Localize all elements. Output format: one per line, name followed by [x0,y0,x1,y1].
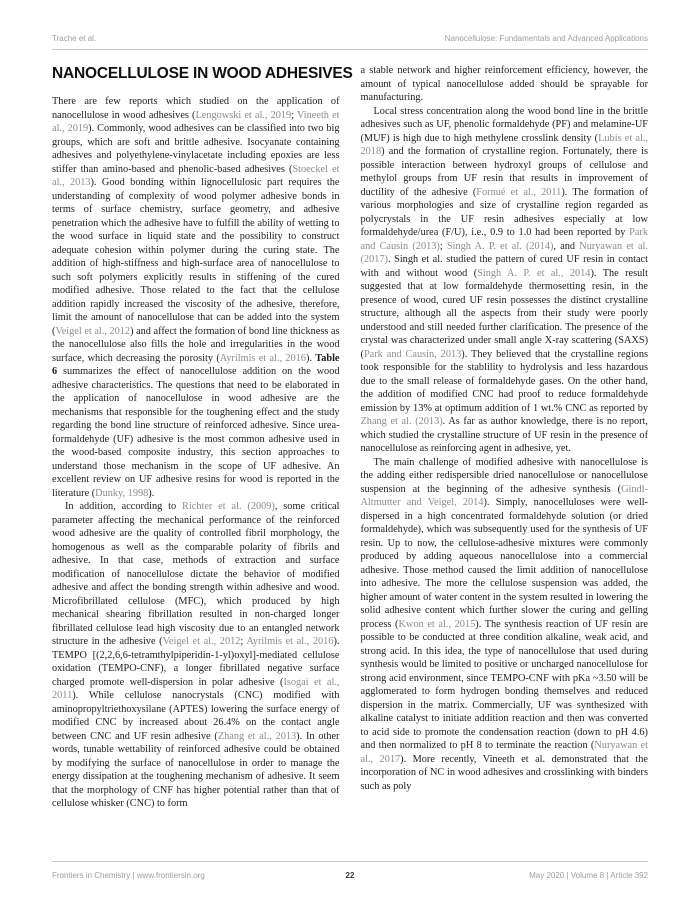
text-run: ). [305,352,316,364]
text-run: ). Simply, nanocelluloses were well-dispersed in a high concentrated formaldehyde solution (or dried formaldehyde), which was subsequently used for the synthesis of UF resin. Up to now, the cellulose-adhesive mixtures were commonly produced by adding aqueous nanocellulose into a commercial adhesive. Those method caused the limit addition of nanocellulose into adhesive. The more the cellulose suspension was added, the higher amount of water content in the system resulted in lowering the solid adhesive content which further slower the curing and gelling process ( [360,497,648,630]
running-footer [52,871,648,880]
article-body [52,64,648,811]
text-run: ; [240,636,247,647]
text-run: a stable network and higher reinforcement efficiency, however, the amount of typical nanocellulose added should be sprayable for manufacturing. [360,65,648,103]
running-header [52,34,648,43]
text-run: ). They believed that the crystalline regions took responsible for the stablility to hydrolysis and less hazardous due to the small release of formaldehyde gases. On the other hand, the addition of modified CNC had proof to reduce formaldehyde emission by 13% at optimum addition of 1 wt.% CNC as reported by [360,348,648,414]
citation-link[interactable]: Park and Causin (2013) [360,227,648,252]
header-book-title: Nanocellulose: Fundamentals and Advanced Applications [444,34,648,43]
left-column-paragraphs [52,95,340,811]
text-run: ). More recently, Vineeth et al. demonstrated that the incorporation of NC in wood adhesives and crosslinking with binders such as poly [360,753,649,792]
table-reference[interactable]: Table 6 [52,352,340,377]
citation-link[interactable]: Lubis et al., 2018 [360,132,648,157]
paragraph [52,500,340,811]
citation-link[interactable]: Singh A. P. et al., 2014 [477,267,591,279]
citation-link[interactable]: Park and Causin, 2013 [363,348,462,360]
text-run: Local stress concentration along the wood bond line in the brittle adhesives such as UF, phenolic formaldehyde (PF) and melamine-UF (MUF) is high due to high methylene crosslink density ( [360,105,648,144]
text-run: ). The result suggested that at low formaldehyde thermosetting resin, in the presence of wood, cured UF resin possesses the distinct crystalline structure, although all the aspects from their study were poorly understood and still needed further clarification. The presence of the crystal was characterized under small angle X-ray scattering (SAXS) ( [360,267,648,360]
header-authors: Trache et al. [52,34,97,43]
citation-link[interactable]: Stoeckel et al., 2013 [52,163,340,188]
paragraph [361,64,649,105]
citation-link[interactable]: Kwon et al., 2015 [398,618,476,630]
text-run: , and [553,240,580,252]
footer-page-number: 22 [345,871,355,880]
text-run: ) and affect the formation of bond line thickness as the nanocellulose also fills the hole and irregularities in the wood surface, which decreasing the porosity ( [52,325,340,364]
citation-link[interactable]: Veigel et al., 2012 [162,636,241,647]
citation-link[interactable]: Zhang et al., 2013 [217,730,297,742]
footer-issue-info: May 2020 | Volume 8 | Article 392 [529,871,648,880]
citation-link[interactable]: Gindl-Altmutter and Veigel, 2014 [360,483,648,508]
text-run: ). Commonly, wood adhesives can be classified into two big groups, which are soft and brittle adhesive. Isocyanate containing adhesives and polyethylene-vinylacetate including epoxies are less stiffer than amino-based and phenolic-based adhesives ( [52,123,340,175]
footer-journal-url[interactable]: Frontiers in Chemistry | www.frontiersin.org [52,871,205,880]
section-title: NANOCELLULOSE IN WOOD ADHESIVES [52,65,353,82]
text-run: ). In other words, tunable wettability of reinforced adhesive could be obtained by modifying the surface of nanocellulose in order to manage the energy dissipation at the toughening mechanism of adhesive. It seem that the morphology of CNF has higher potential rather than that of cellulose whisker (CNC) to form [52,730,340,809]
text-run: . Singh et al. studied the pattern of cured UF resin in contact with and without wood ( [360,254,648,279]
citation-link[interactable]: Vineeth et al., 2019 [52,109,340,134]
citation-link[interactable]: Zhang et al. (2013) [360,416,443,427]
text-run: . As far as author knowledge, there is no report, which studied the crystalline structure of UF resin in the presence of nanocellulose as reinforcing agent in adhesive, yet. [360,416,648,454]
citation-link[interactable]: Veigel et al., 2012 [55,325,131,337]
text-run: ). TEMPO [(2,2,6,6-tetramthylpiperidin-1-yl)oxyl]-mediated cellulose oxidation (TEMPO-CNF), a longer fibrillated negative surface charged promote well-dispersion in polar adhesive ( [52,636,340,688]
footer-rule [52,861,648,862]
citation-link[interactable]: Dunky, 1998 [95,487,149,499]
citation-link[interactable]: Lengowski et al., 2019 [195,109,292,121]
paragraph [361,456,649,794]
text-run: ; [291,109,297,121]
citation-link[interactable]: Isogai et al., 2011 [52,676,340,701]
citation-link[interactable]: Ayrilmis et al., 2016 [219,352,306,364]
text-run: ). Good bonding within lignocellulosic part requires the understanding of complexity of wood polymer adhesive bonds in terms of surface chemistry, surface geometry, and adhesive penetration which the adhesive have to fulfill the ability of wetting to the wood surface in liquid state and the possibility to construct adequate cohesion within polymer during the curing state. The addition of high-stiffness and high-surface area of nanocellulose to such soft polymers explicitly results in stiffening of the cured modified adhesive. Those related to the fact that the cellulose addition rapidly increased the viscosity of the adhesive, therefore, limit the amount of nanocellulose that can be added into the system ( [52,177,340,337]
text-run: ; [439,240,447,252]
right-column-paragraphs [361,64,649,793]
citation-link[interactable]: Nuryawan et al. (2017) [360,240,648,265]
citation-link[interactable]: Nuryawan et al., 2017 [360,740,648,765]
paragraph [361,105,649,456]
citation-link[interactable]: Singh A. P. et al. (2014) [446,240,554,252]
text-run: ). The synthesis reaction of UF resin are possible to be conducted at three condition alkaline, weak acid, and strong acid. In this idea, the type of nanocellulose that used during synthesis would be limited to positive or uncharged nanocellulose for strong acid environment, since TEMPO-CNF with pKa ~3.50 will be agglomerated to form hydrogen bonding themselves and reduced dispersion in the matrix. Commercially, UF was synthesized with alkaline catalyst to initiate addition reaction and then was converted to acid side to promote the condensation reaction (down to pH 4.6) and then normalized to pH 8 to terminate the reaction ( [360,618,648,751]
paragraph [52,95,340,500]
text-run: The main challenge of modified adhesive with nanocellulose is the adding either redispersible dried nanocellulose or nanocellulose suspension at the beginning of the adhesive synthesis ( [360,456,648,495]
text-run: , some critical parameter affecting the mechanical performance of the reinforced wood adhesive are the quality of controlled fibril morphology, the homogenous as well as the comparable polarity of fibrils and adhesive. In that case, methods of extraction and surface modification of nanocellulose dictate the behavior of modified adhesive and affect the bonding strength within adhesive and wood. Microfibrillated cellulose (MFC), which produced by high mechanical shearing fibrillation resulted in non-charged longer fibrillated cellulose lead high viscosity due to an entangled network structure in the adhesive ( [52,501,340,647]
right-column [361,64,649,811]
text-run: ) and the formation of crystalline region. Fortunately, there is possible interaction between hydroxyl groups of cellulose and methylol groups from UF resin that results in improvement of ductility of the adhesive ( [360,146,648,198]
text-run: ). While cellulose nanocrystals (CNC) modified with aminopropyltriethoxysilane (APTES) lowering the surface energy of modified CNC by increased about 26.4% on the contact angle between CNC and UF resin adhesive ( [52,690,340,742]
text-run: ). The formation of various morphologies and size of crystalline region regarded as polycrystals in the UF resin adhesives especially at low formaldehyde/urea (F/U), i.e., 0.9 to 1.0 had been reported by [360,186,648,238]
left-column [52,64,353,811]
text-run: In addition, according to [65,501,183,512]
header-rule [52,49,648,50]
citation-link[interactable]: Fornué et al., 2011 [476,186,562,198]
citation-link[interactable]: Richter et al. (2009) [182,501,275,512]
text-run: summarizes the effect of nanocellulose addition on the wood adhesive characteristics. The questions that need to be elaborated in the application of nanocellulose in wood adhesive are the mechanisms that responsible for the toughening effect and the study regarding the bond line structure of reinforced adhesive. Since urea-formaldehyde (UF) adhesive is the most common adhesive used in the wood-based composite industry, this section approaches to understand those mechanism in the scope of UF adhesive. An excellent review on UF adhesive resins for wood is reported in the literature ( [52,366,340,499]
text-run: ). [148,487,155,499]
citation-link[interactable]: Ayrilmis et al., 2016 [246,636,334,647]
text-run: There are few reports which studied on the application of nanocellulose in wood adhesives ( [52,96,340,121]
